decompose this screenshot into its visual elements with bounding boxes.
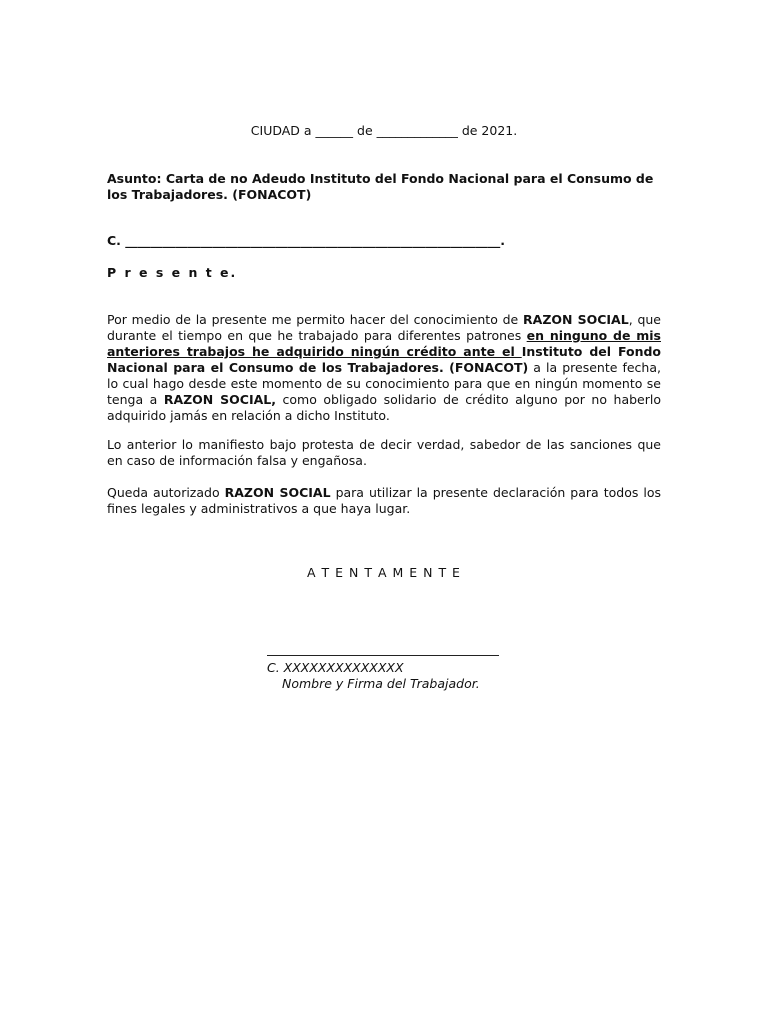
- signature-name: C. XXXXXXXXXXXXXX: [267, 660, 404, 675]
- paragraph-3: [107, 485, 661, 517]
- signature-line: [267, 655, 499, 656]
- signature-caption: Nombre y Firma del Trabajador.: [282, 676, 480, 691]
- p1-razon-social-2: RAZON SOCIAL,: [163, 392, 276, 407]
- p3-text-2: para utilizar la presente declaración para todos los fines legales y administrativos a que haya lugar.: [107, 485, 661, 516]
- paragraph-1: [107, 312, 661, 424]
- p1-text-3: a la presente fecha, lo cual hago desde este momento de su conocimiento para que en ningún momento se tenga a: [107, 360, 661, 407]
- p1-underlined-statement: en ninguno de mis anteriores trabajos he adquirido ningún crédito ante el: [107, 328, 661, 359]
- subject-line-2: los Trabajadores. (FONACOT): [107, 187, 312, 202]
- p1-text-2: , que durante el tiempo en que he trabajado para diferentes patrones: [107, 312, 661, 343]
- recipient-line: C. ____________________________________________________________.: [107, 233, 506, 248]
- p1-text-1: Por medio de la presente me permito hacer del conocimiento de: [107, 312, 524, 327]
- p1-text-4: como obligado solidario de crédito alguno por no haberlo adquirido jamás en relación a dicho Instituto.: [107, 392, 661, 423]
- presente-heading: P r e s e n t e.: [107, 265, 238, 280]
- subject-line-1: Asunto: Carta de no Adeudo Instituto del Fondo Nacional para el Consumo de: [107, 171, 654, 186]
- closing-atentamente: A T E N T A M E N T E: [307, 565, 461, 580]
- date-line: CIUDAD a ______ de _____________ de 2021.: [250, 123, 518, 138]
- p3-text-1: Queda autorizado: [107, 485, 225, 500]
- p1-razon-social-1: RAZON SOCIAL: [523, 312, 629, 327]
- p1-institute-name: Instituto del Fondo Nacional para el Consumo de los Trabajadores. (FONACOT): [107, 344, 662, 375]
- p3-razon-social: RAZON SOCIAL: [224, 485, 331, 500]
- paragraph-2: Lo anterior lo manifiesto bajo protesta de decir verdad, sabedor de las sanciones que en caso de información falsa y engañosa.: [107, 437, 661, 468]
